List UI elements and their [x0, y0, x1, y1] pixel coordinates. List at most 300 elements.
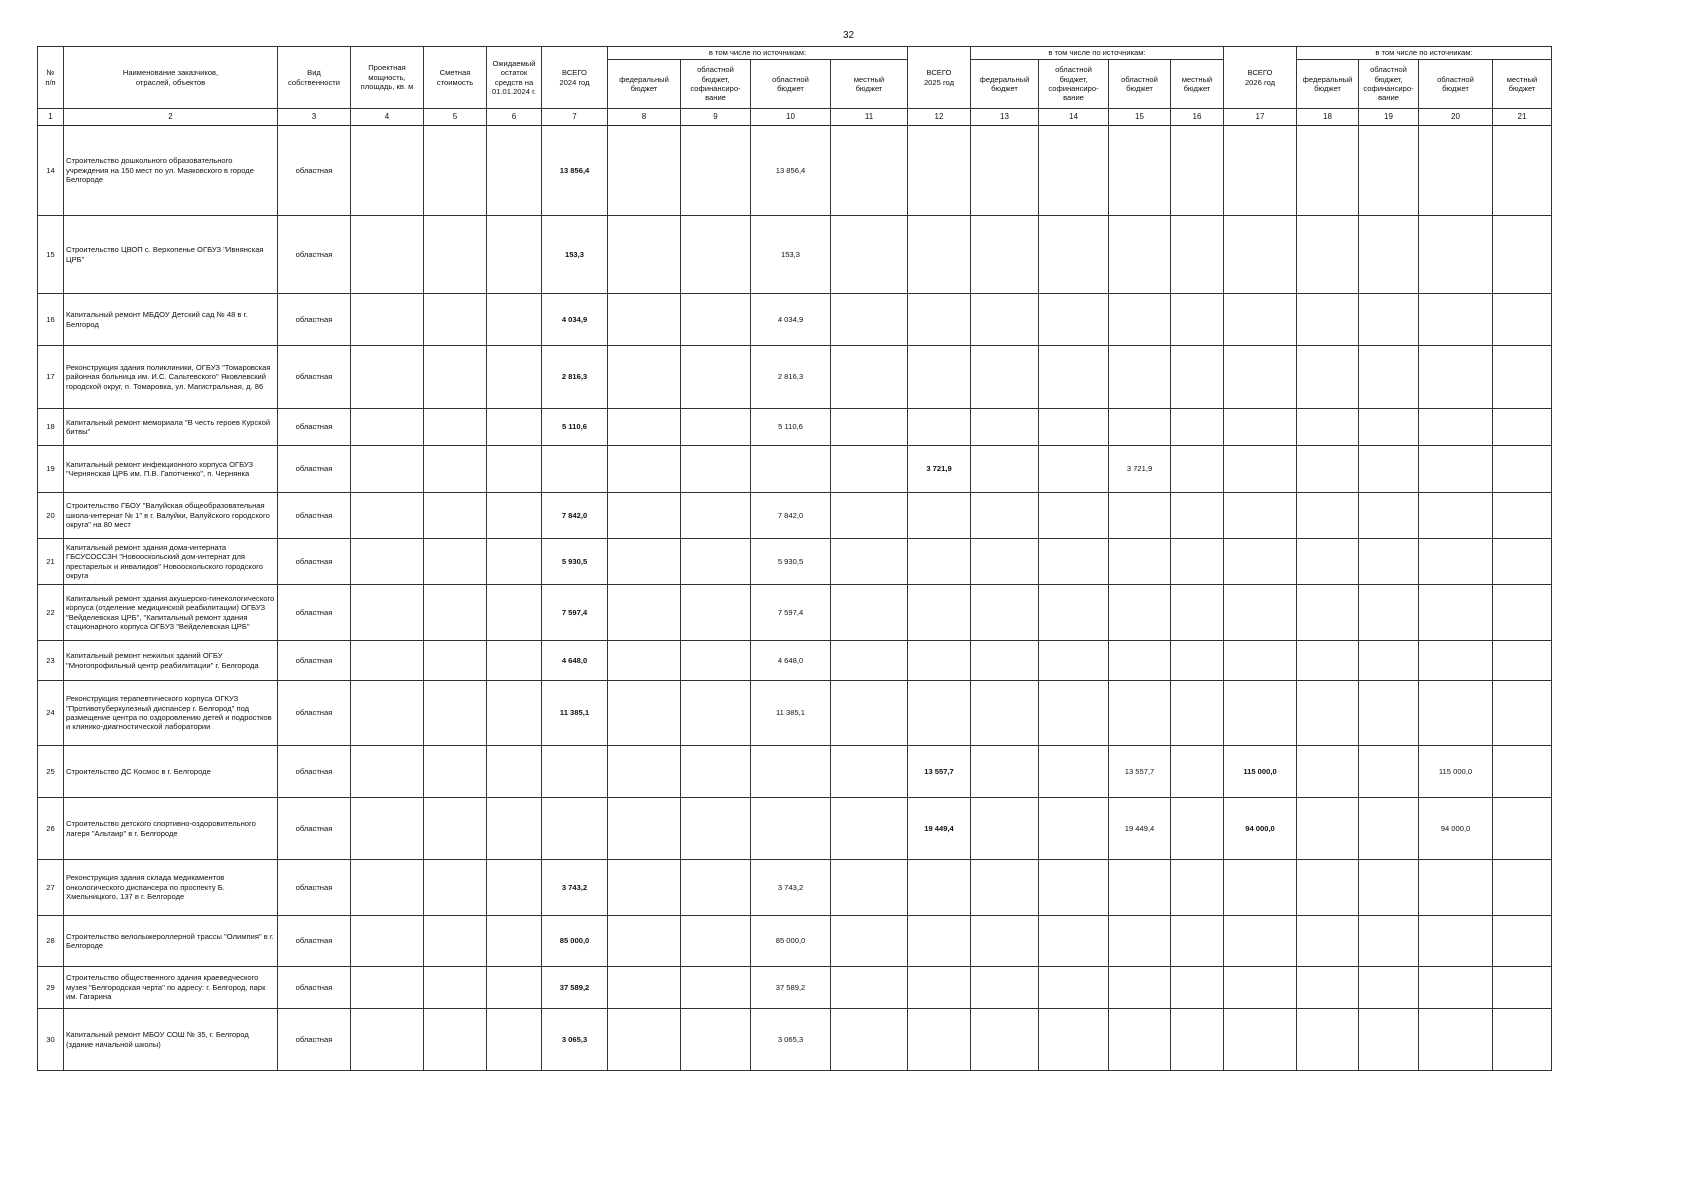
regional-cofin-2026 [1359, 446, 1419, 493]
header-total-2025: ВСЕГО 2025 год [908, 47, 971, 109]
regional-cofin-2026 [1359, 798, 1419, 860]
expected-balance-cell [487, 539, 542, 585]
total-2024: 7 842,0 [542, 493, 608, 539]
capacity-cell [351, 681, 424, 746]
regional-2026: 94 000,0 [1419, 798, 1493, 860]
regional-2025 [1109, 585, 1171, 641]
local-2026 [1493, 539, 1552, 585]
regional-2025 [1109, 641, 1171, 681]
local-2024 [831, 446, 908, 493]
expected-balance-cell [487, 216, 542, 294]
local-2026 [1493, 216, 1552, 294]
table-row [38, 294, 1552, 346]
estimated-cost-cell [424, 798, 487, 860]
local-2025 [1171, 493, 1224, 539]
header-regional: областной бюджет [751, 60, 831, 109]
ownership-type: областная [278, 294, 351, 346]
federal-2024 [608, 126, 681, 216]
row-number: 22 [38, 585, 64, 641]
regional-2025 [1109, 1009, 1171, 1071]
column-number: 14 [1039, 109, 1109, 126]
total-2024: 3 065,3 [542, 1009, 608, 1071]
row-number: 23 [38, 641, 64, 681]
total-2024 [542, 798, 608, 860]
federal-2025 [971, 585, 1039, 641]
regional-2025: 19 449,4 [1109, 798, 1171, 860]
column-number: 19 [1359, 109, 1419, 126]
estimated-cost-cell [424, 493, 487, 539]
total-2024: 4 648,0 [542, 641, 608, 681]
regional-cofin-2024 [681, 446, 751, 493]
ownership-type: областная [278, 860, 351, 916]
regional-2025: 13 557,7 [1109, 746, 1171, 798]
header-regional: областной бюджет [1109, 60, 1171, 109]
total-2025 [908, 294, 971, 346]
row-number: 19 [38, 446, 64, 493]
table-row [38, 967, 1552, 1009]
regional-cofin-2026 [1359, 860, 1419, 916]
regional-cofin-2024 [681, 539, 751, 585]
local-2025 [1171, 860, 1224, 916]
table-body [38, 126, 1552, 1071]
regional-cofin-2025 [1039, 294, 1109, 346]
column-number: 3 [278, 109, 351, 126]
regional-cofin-2024 [681, 681, 751, 746]
federal-2025 [971, 916, 1039, 967]
regional-2026 [1419, 641, 1493, 681]
regional-2026 [1419, 446, 1493, 493]
regional-cofin-2025 [1039, 641, 1109, 681]
object-name: Капитальный ремонт здания дома-интерната ГБСУСОССЗН "Новооскольский дом-интернат для престарелых и инвалидов" Новооскольского городского округа [64, 539, 278, 585]
total-2025 [908, 585, 971, 641]
table-row [38, 681, 1552, 746]
total-2025 [908, 409, 971, 446]
regional-cofin-2026 [1359, 409, 1419, 446]
regional-cofin-2025 [1039, 585, 1109, 641]
regional-2025 [1109, 681, 1171, 746]
regional-cofin-2025 [1039, 446, 1109, 493]
regional-cofin-2025 [1039, 860, 1109, 916]
object-name: Капитальный ремонт нежилых зданий ОГБУ "Многопрофильный центр реабилитации" г. Белгорода [64, 641, 278, 681]
regional-2024 [751, 746, 831, 798]
local-2026 [1493, 446, 1552, 493]
header-regional-cofin: областной бюджет, софинансиро- вание [1359, 60, 1419, 109]
federal-2026 [1297, 746, 1359, 798]
regional-2026 [1419, 681, 1493, 746]
total-2025: 13 557,7 [908, 746, 971, 798]
regional-2024: 85 000,0 [751, 916, 831, 967]
table-row [38, 916, 1552, 967]
object-name: Строительство дошкольного образовательного учреждения на 150 мест по ул. Маяковского в городе Белгороде [64, 126, 278, 216]
header-local: местный бюджет [1171, 60, 1224, 109]
object-name: Капитальный ремонт МБДОУ Детский сад № 48 в г. Белгород [64, 294, 278, 346]
federal-2026 [1297, 967, 1359, 1009]
local-2025 [1171, 916, 1224, 967]
header-local: местный бюджет [831, 60, 908, 109]
ownership-type: областная [278, 585, 351, 641]
regional-cofin-2025 [1039, 681, 1109, 746]
table-row [38, 446, 1552, 493]
federal-2025 [971, 294, 1039, 346]
regional-cofin-2024 [681, 967, 751, 1009]
table-row [38, 746, 1552, 798]
estimated-cost-cell [424, 641, 487, 681]
object-name: Реконструкция здания поликлиники, ОГБУЗ "Томаровская районная больница им. И.С. Сальтевского" Яковлевский городской округ, п. Томаровка, ул. Магистральная, д. 86 [64, 346, 278, 409]
local-2025 [1171, 585, 1224, 641]
total-2025 [908, 681, 971, 746]
total-2025 [908, 216, 971, 294]
local-2025 [1171, 409, 1224, 446]
regional-cofin-2025 [1039, 916, 1109, 967]
object-name: Капитальный ремонт инфекционного корпуса ОГБУЗ "Чернянская ЦРБ им. П.В. Гапотченко", п. Чернянка [64, 446, 278, 493]
capacity-cell [351, 539, 424, 585]
expected-balance-cell [487, 1009, 542, 1071]
local-2026 [1493, 798, 1552, 860]
column-number: 20 [1419, 109, 1493, 126]
local-2024 [831, 641, 908, 681]
federal-2025 [971, 860, 1039, 916]
regional-cofin-2026 [1359, 126, 1419, 216]
header-capacity: Проектная мощность, площадь, кв. м [351, 47, 424, 109]
expected-balance-cell [487, 967, 542, 1009]
regional-2026 [1419, 216, 1493, 294]
capacity-cell [351, 860, 424, 916]
regional-cofin-2025 [1039, 409, 1109, 446]
header-federal: федеральный бюджет [1297, 60, 1359, 109]
column-number: 21 [1493, 109, 1552, 126]
federal-2026 [1297, 585, 1359, 641]
total-2025 [908, 967, 971, 1009]
expected-balance-cell [487, 126, 542, 216]
total-2024: 5 930,5 [542, 539, 608, 585]
local-2025 [1171, 641, 1224, 681]
local-2026 [1493, 967, 1552, 1009]
total-2024: 7 597,4 [542, 585, 608, 641]
local-2026 [1493, 126, 1552, 216]
row-number: 30 [38, 1009, 64, 1071]
header-expected-balance: Ожидаемый остаток средств на 01.01.2024 г. [487, 47, 542, 109]
local-2026 [1493, 681, 1552, 746]
total-2025 [908, 126, 971, 216]
total-2025 [908, 493, 971, 539]
capacity-cell [351, 585, 424, 641]
regional-2024: 5 110,6 [751, 409, 831, 446]
federal-2026 [1297, 216, 1359, 294]
total-2024 [542, 446, 608, 493]
regional-2026 [1419, 294, 1493, 346]
federal-2025 [971, 126, 1039, 216]
expected-balance-cell [487, 860, 542, 916]
federal-2026 [1297, 539, 1359, 585]
regional-cofin-2025 [1039, 493, 1109, 539]
regional-cofin-2025 [1039, 539, 1109, 585]
local-2024 [831, 539, 908, 585]
total-2024: 153,3 [542, 216, 608, 294]
federal-2025 [971, 539, 1039, 585]
total-2025 [908, 641, 971, 681]
capacity-cell [351, 746, 424, 798]
regional-2025 [1109, 216, 1171, 294]
estimated-cost-cell [424, 409, 487, 446]
capacity-cell [351, 409, 424, 446]
table-row [38, 409, 1552, 446]
table-row [38, 126, 1552, 216]
ownership-type: областная [278, 493, 351, 539]
regional-2025 [1109, 126, 1171, 216]
regional-cofin-2024 [681, 409, 751, 446]
estimated-cost-cell [424, 746, 487, 798]
local-2024 [831, 681, 908, 746]
capacity-cell [351, 294, 424, 346]
regional-cofin-2026 [1359, 585, 1419, 641]
regional-cofin-2024 [681, 585, 751, 641]
regional-cofin-2024 [681, 1009, 751, 1071]
federal-2025 [971, 798, 1039, 860]
total-2024: 37 589,2 [542, 967, 608, 1009]
row-number: 28 [38, 916, 64, 967]
regional-2025 [1109, 493, 1171, 539]
federal-2025 [971, 409, 1039, 446]
object-name: Капитальный ремонт мемориала "В честь героев Курской битвы" [64, 409, 278, 446]
expected-balance-cell [487, 681, 542, 746]
federal-2024 [608, 585, 681, 641]
local-2024 [831, 294, 908, 346]
total-2026: 94 000,0 [1224, 798, 1297, 860]
local-2024 [831, 493, 908, 539]
header-federal: федеральный бюджет [971, 60, 1039, 109]
local-2024 [831, 798, 908, 860]
header-regional: областной бюджет [1419, 60, 1493, 109]
header-total-2026: ВСЕГО 2026 год [1224, 47, 1297, 109]
local-2025 [1171, 681, 1224, 746]
column-number: 2 [64, 109, 278, 126]
estimated-cost-cell [424, 1009, 487, 1071]
object-name: Строительство велолыжероллерной трассы "Олимпия" в г. Белгороде [64, 916, 278, 967]
federal-2026 [1297, 641, 1359, 681]
federal-2025 [971, 493, 1039, 539]
header-regional-cofin: областной бюджет, софинансиро- вание [1039, 60, 1109, 109]
regional-2024: 2 816,3 [751, 346, 831, 409]
row-number: 24 [38, 681, 64, 746]
total-2026 [1224, 681, 1297, 746]
total-2026: 115 000,0 [1224, 746, 1297, 798]
ownership-type: областная [278, 1009, 351, 1071]
local-2025 [1171, 446, 1224, 493]
column-number: 17 [1224, 109, 1297, 126]
regional-2026: 115 000,0 [1419, 746, 1493, 798]
column-number: 12 [908, 109, 971, 126]
row-number: 17 [38, 346, 64, 409]
total-2026 [1224, 1009, 1297, 1071]
total-2024 [542, 746, 608, 798]
regional-2024: 3 743,2 [751, 860, 831, 916]
expected-balance-cell [487, 446, 542, 493]
regional-2025 [1109, 409, 1171, 446]
capacity-cell [351, 641, 424, 681]
regional-cofin-2026 [1359, 681, 1419, 746]
total-2026 [1224, 860, 1297, 916]
column-numbers-row [38, 109, 1552, 126]
header-estimated-cost: Сметная стоимость [424, 47, 487, 109]
regional-cofin-2026 [1359, 641, 1419, 681]
page-number: 32 [842, 30, 855, 41]
regional-2024: 37 589,2 [751, 967, 831, 1009]
local-2024 [831, 746, 908, 798]
total-2024: 13 856,4 [542, 126, 608, 216]
object-name: Реконструкция здания склада медикаментов онкологического диспансера по проспекту Б. Хмельницкого, 137 в г. Белгороде [64, 860, 278, 916]
local-2025 [1171, 216, 1224, 294]
regional-cofin-2024 [681, 294, 751, 346]
total-2026 [1224, 126, 1297, 216]
local-2026 [1493, 860, 1552, 916]
object-name: Строительство ГБОУ "Валуйская общеобразовательная школа-интернат № 1" в г. Валуйки, Валуйского городского округа" на 80 мест [64, 493, 278, 539]
regional-2025 [1109, 967, 1171, 1009]
federal-2025 [971, 641, 1039, 681]
federal-2026 [1297, 798, 1359, 860]
local-2025 [1171, 798, 1224, 860]
regional-2025 [1109, 916, 1171, 967]
expected-balance-cell [487, 798, 542, 860]
regional-2026 [1419, 585, 1493, 641]
row-number: 21 [38, 539, 64, 585]
federal-2026 [1297, 493, 1359, 539]
table-row [38, 860, 1552, 916]
column-number: 5 [424, 109, 487, 126]
estimated-cost-cell [424, 539, 487, 585]
header-sources-2024: в том числе по источникам: [608, 47, 908, 60]
row-number: 25 [38, 746, 64, 798]
regional-cofin-2026 [1359, 539, 1419, 585]
federal-2024 [608, 1009, 681, 1071]
total-2026 [1224, 585, 1297, 641]
header-num: № п/п [38, 47, 64, 109]
estimated-cost-cell [424, 860, 487, 916]
total-2026 [1224, 346, 1297, 409]
ownership-type: областная [278, 346, 351, 409]
expected-balance-cell [487, 493, 542, 539]
local-2025 [1171, 539, 1224, 585]
local-2025 [1171, 746, 1224, 798]
total-2024: 2 816,3 [542, 346, 608, 409]
capacity-cell [351, 126, 424, 216]
federal-2024 [608, 346, 681, 409]
regional-2026 [1419, 126, 1493, 216]
regional-cofin-2026 [1359, 967, 1419, 1009]
row-number: 14 [38, 126, 64, 216]
row-number: 20 [38, 493, 64, 539]
regional-cofin-2024 [681, 641, 751, 681]
federal-2024 [608, 860, 681, 916]
federal-2024 [608, 539, 681, 585]
local-2024 [831, 346, 908, 409]
local-2026 [1493, 746, 1552, 798]
total-2024: 85 000,0 [542, 916, 608, 967]
capacity-cell [351, 1009, 424, 1071]
header-total-2024: ВСЕГО 2024 год [542, 47, 608, 109]
regional-2026 [1419, 346, 1493, 409]
local-2026 [1493, 346, 1552, 409]
total-2024: 3 743,2 [542, 860, 608, 916]
column-number: 11 [831, 109, 908, 126]
regional-2024: 7 597,4 [751, 585, 831, 641]
regional-2026 [1419, 916, 1493, 967]
federal-2026 [1297, 294, 1359, 346]
regional-cofin-2025 [1039, 1009, 1109, 1071]
ownership-type: областная [278, 539, 351, 585]
budget-table [37, 46, 1552, 1071]
capacity-cell [351, 798, 424, 860]
local-2024 [831, 126, 908, 216]
local-2025 [1171, 126, 1224, 216]
total-2026 [1224, 216, 1297, 294]
regional-2024: 4 648,0 [751, 641, 831, 681]
table-row [38, 216, 1552, 294]
federal-2024 [608, 493, 681, 539]
local-2026 [1493, 409, 1552, 446]
local-2025 [1171, 294, 1224, 346]
header-sources-2026: в том числе по источникам: [1297, 47, 1552, 60]
regional-2025 [1109, 860, 1171, 916]
total-2026 [1224, 493, 1297, 539]
column-number: 15 [1109, 109, 1171, 126]
federal-2024 [608, 967, 681, 1009]
regional-2025 [1109, 346, 1171, 409]
total-2024: 5 110,6 [542, 409, 608, 446]
expected-balance-cell [487, 746, 542, 798]
federal-2025 [971, 216, 1039, 294]
regional-cofin-2024 [681, 216, 751, 294]
ownership-type: областная [278, 746, 351, 798]
local-2024 [831, 916, 908, 967]
estimated-cost-cell [424, 346, 487, 409]
regional-2024: 11 385,1 [751, 681, 831, 746]
estimated-cost-cell [424, 446, 487, 493]
total-2026 [1224, 641, 1297, 681]
local-2025 [1171, 1009, 1224, 1071]
total-2025 [908, 860, 971, 916]
object-name: Капитальный ремонт МБОУ СОШ № 35, г. Белгород (здание начальной школы) [64, 1009, 278, 1071]
regional-cofin-2026 [1359, 493, 1419, 539]
object-name: Строительство ДС Космос в г. Белгороде [64, 746, 278, 798]
federal-2026 [1297, 916, 1359, 967]
regional-2025 [1109, 294, 1171, 346]
ownership-type: областная [278, 967, 351, 1009]
local-2024 [831, 967, 908, 1009]
regional-cofin-2024 [681, 126, 751, 216]
total-2026 [1224, 294, 1297, 346]
estimated-cost-cell [424, 916, 487, 967]
local-2026 [1493, 916, 1552, 967]
expected-balance-cell [487, 409, 542, 446]
ownership-type: областная [278, 216, 351, 294]
regional-cofin-2024 [681, 746, 751, 798]
regional-cofin-2025 [1039, 967, 1109, 1009]
column-number: 10 [751, 109, 831, 126]
column-number: 9 [681, 109, 751, 126]
column-number: 1 [38, 109, 64, 126]
ownership-type: областная [278, 916, 351, 967]
header-name: Наименование заказчиков, отраслей, объектов [64, 47, 278, 109]
federal-2024 [608, 916, 681, 967]
regional-cofin-2026 [1359, 1009, 1419, 1071]
federal-2026 [1297, 126, 1359, 216]
federal-2026 [1297, 860, 1359, 916]
total-2025 [908, 916, 971, 967]
expected-balance-cell [487, 294, 542, 346]
estimated-cost-cell [424, 294, 487, 346]
local-2026 [1493, 585, 1552, 641]
federal-2025 [971, 746, 1039, 798]
